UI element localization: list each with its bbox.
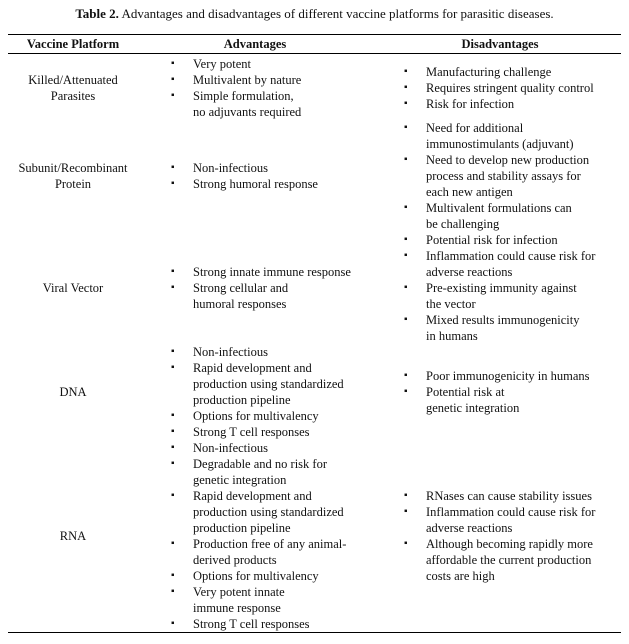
- disadvantage-item: ▪ Mixed results immunogenicity in humans: [401, 312, 623, 344]
- advantages-viral-vector: [168, 264, 368, 312]
- disadvantage-item: ▪ Manufacturing challenge: [401, 64, 623, 80]
- platform-subunit-recombinant: Subunit/Recombinant Protein: [18, 161, 128, 191]
- disadvantage-item: ▪ Multivalent formulations can be challenging: [401, 200, 623, 232]
- disadvantage-item: ▪ Risk for infection: [401, 96, 623, 112]
- advantage-item: ▪ Simple formulation, no adjuvants required: [168, 88, 368, 120]
- platform-viral-vector: Viral Vector: [42, 281, 104, 295]
- caption-text: Advantages and disadvantages of different vaccine platforms for parasitic diseases.: [121, 6, 554, 21]
- advantage-item: ▪ Rapid development and production using standardized production pipeline: [168, 360, 368, 408]
- platform-rna: RNA: [59, 529, 87, 543]
- advantages-rna: [168, 440, 368, 632]
- disadvantage-item: ▪ Potential risk at genetic integration: [401, 384, 623, 416]
- disadvantage-item: ▪ Poor immunogenicity in humans: [401, 368, 623, 384]
- advantage-item: ▪ Rapid development and production using standardized production pipeline: [168, 488, 368, 536]
- advantage-item: ▪ Strong humoral response: [168, 176, 368, 192]
- disadvantage-item: ▪ Potential risk for infection: [401, 232, 623, 248]
- advantage-item: ▪ Strong innate immune response: [168, 264, 368, 280]
- table-caption: [0, 5, 629, 23]
- disadvantages-killed-attenuated: [401, 64, 623, 112]
- platform-killed-attenuated: Killed/Attenuated Parasites: [28, 73, 118, 103]
- advantage-item: ▪ Strong T cell responses: [168, 424, 368, 440]
- disadvantages-viral-vector: [401, 248, 623, 344]
- disadvantages-subunit-recombinant: [401, 120, 623, 248]
- platform-dna: DNA: [59, 385, 87, 399]
- disadvantage-item: ▪ Pre-existing immunity against the vector: [401, 280, 623, 312]
- advantage-item: ▪ Strong cellular and humoral responses: [168, 280, 368, 312]
- caption-label: Table 2.: [75, 6, 119, 21]
- disadvantage-item: ▪ Inflammation could cause risk for adverse reactions: [401, 504, 623, 536]
- advantage-item: ▪ Multivalent by nature: [168, 72, 368, 88]
- advantage-item: ▪ Degradable and no risk for genetic integration: [168, 456, 368, 488]
- header-disadvantages: Disadvantages: [461, 37, 539, 51]
- advantage-item: ▪ Very potent: [168, 56, 368, 72]
- advantage-item: ▪ Strong T cell responses: [168, 616, 368, 632]
- advantage-item: ▪ Options for multivalency: [168, 568, 368, 584]
- disadvantages-dna: [401, 368, 623, 416]
- advantages-dna: [168, 344, 368, 440]
- advantage-item: ▪ Non-infectious: [168, 440, 368, 456]
- advantage-item: ▪ Non-infectious: [168, 160, 368, 176]
- disadvantage-item: ▪ RNases can cause stability issues: [401, 488, 623, 504]
- disadvantage-item: ▪ Inflammation could cause risk for adverse reactions: [401, 248, 623, 280]
- header-advantages: Advantages: [223, 37, 287, 51]
- disadvantage-item: ▪ Need for additional immunostimulants (adjuvant): [401, 120, 623, 152]
- advantage-item: ▪ Options for multivalency: [168, 408, 368, 424]
- advantages-subunit-recombinant: [168, 160, 368, 192]
- header-platform: Vaccine Platform: [26, 37, 120, 51]
- disadvantage-item: ▪ Although becoming rapidly more affordable the current production costs are high: [401, 536, 623, 584]
- disadvantage-item: ▪ Need to develop new production process and stability assays for each new antigen: [401, 152, 623, 200]
- header-rule: [8, 53, 621, 54]
- advantage-item: ▪ Very potent innate immune response: [168, 584, 368, 616]
- disadvantages-rna: [401, 488, 623, 584]
- advantage-item: ▪ Non-infectious: [168, 344, 368, 360]
- advantage-item: ▪ Production free of any animal- derived products: [168, 536, 368, 568]
- disadvantage-item: ▪ Requires stringent quality control: [401, 80, 623, 96]
- bottom-rule: [8, 632, 621, 633]
- advantages-killed-attenuated: [168, 56, 368, 120]
- top-rule: [8, 34, 621, 35]
